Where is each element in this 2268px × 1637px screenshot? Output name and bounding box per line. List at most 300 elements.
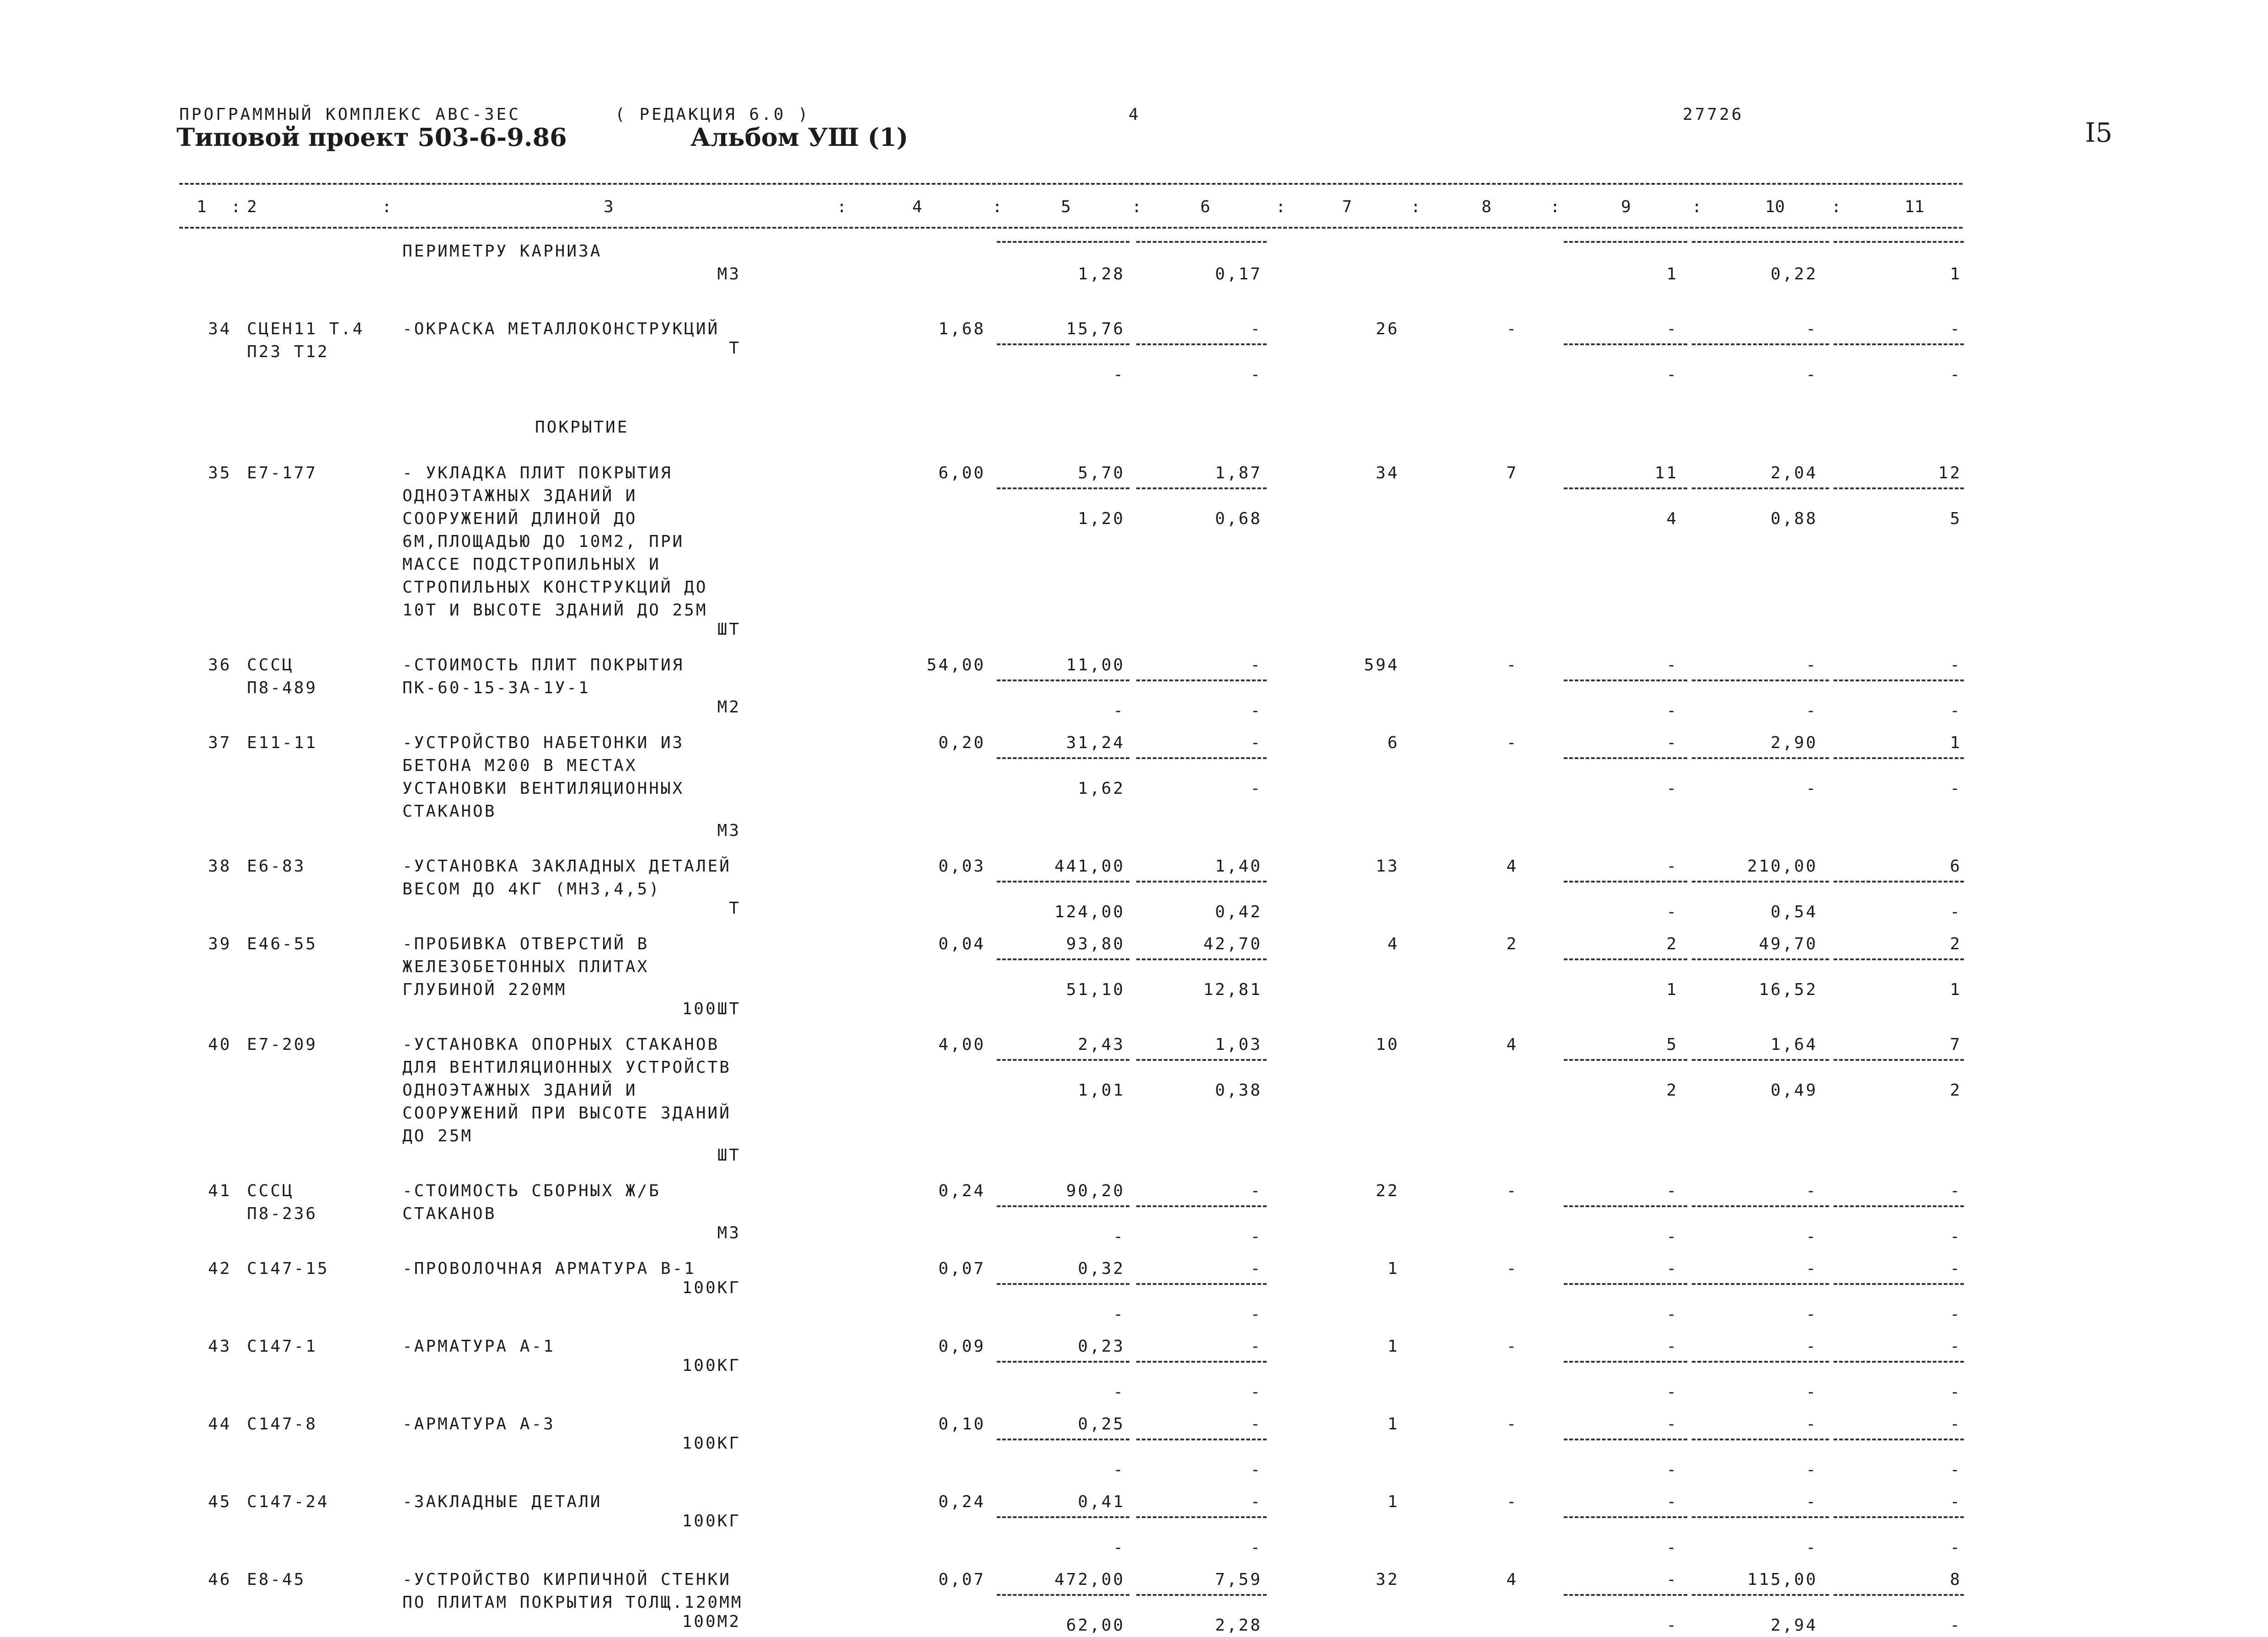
work-description: ЖЕЛЕЗОБЕТОННЫХ ПЛИТАХ — [402, 958, 649, 976]
subtotal-divider — [1564, 343, 1687, 345]
subtotal-divider — [1692, 1361, 1829, 1363]
subtotal-divider — [1692, 487, 1829, 489]
work-description: ДЛЯ ВЕНТИЛЯЦИОННЫХ УСТРОЙСТВ — [402, 1058, 731, 1077]
cell-c10: 2,04 — [1771, 464, 1818, 482]
subtotal-divider — [997, 1205, 1129, 1207]
subtotal-divider — [1564, 241, 1687, 243]
cell-c10: - — [1806, 1182, 1818, 1200]
subtotal-divider — [1834, 757, 1964, 759]
subtotal-c11: 1 — [1950, 980, 1962, 999]
quantity: 1,68 — [938, 320, 985, 338]
subtotal-c5: 51,10 — [1066, 980, 1125, 999]
cell-c10: 2,90 — [1771, 733, 1818, 752]
subtotal-divider — [1136, 958, 1267, 960]
column-header: 7 — [1342, 198, 1352, 216]
column-separator: : — [992, 198, 1002, 216]
top-rule — [179, 183, 1963, 185]
cell-c5: 31,24 — [1066, 733, 1125, 752]
subtotal-divider — [1692, 343, 1829, 345]
work-description: ПЕРИМЕТРУ КАРНИЗА — [402, 242, 602, 261]
album-title: Альбом УШ (1) — [690, 123, 909, 152]
cell-c11: 1 — [1950, 733, 1962, 752]
work-description: ГЛУБИНОЙ 220ММ — [402, 980, 567, 999]
cell-c7: 32 — [1375, 1570, 1399, 1589]
rate-code: Е6-83 — [247, 857, 306, 876]
measure-unit: ШТ — [717, 1146, 741, 1165]
subtotal-divider — [1692, 679, 1829, 681]
cell-c10: 1,64 — [1771, 1035, 1818, 1054]
work-description: - УКЛАДКА ПЛИТ ПОКРЫТИЯ — [402, 464, 673, 482]
subtotal-c10: 0,54 — [1771, 903, 1818, 921]
cell-c6: - — [1250, 320, 1262, 338]
subtotal-c6: 0,42 — [1215, 903, 1262, 921]
measure-unit: ШТ — [717, 620, 741, 639]
subtotal-divider — [1564, 958, 1687, 960]
subtotal-divider — [1564, 679, 1687, 681]
subtotal-c9: - — [1666, 1305, 1678, 1324]
measure-unit: 100КГ — [682, 1434, 741, 1453]
measure-unit: М3 — [717, 265, 741, 284]
subtotal-c11: - — [1950, 1616, 1962, 1635]
cell-c5: 0,25 — [1078, 1415, 1125, 1434]
cell-c8: - — [1506, 1337, 1518, 1356]
column-header: 3 — [604, 198, 614, 216]
quantity: 0,03 — [938, 857, 985, 876]
cell-c9: - — [1666, 1182, 1678, 1200]
subtotal-divider — [1834, 958, 1964, 960]
subtotal-c11: - — [1950, 701, 1962, 720]
subtotal-c10: - — [1806, 701, 1818, 720]
column-header: 2 — [247, 198, 257, 216]
cell-c6: 1,40 — [1215, 857, 1262, 876]
cell-c7: 594 — [1364, 656, 1399, 674]
document-code: 27726 — [1683, 105, 1744, 124]
subtotal-c5: 1,20 — [1078, 509, 1125, 528]
quantity: 0,10 — [938, 1415, 985, 1434]
column-separator: : — [1276, 198, 1286, 216]
subtotal-c10: 0,49 — [1771, 1081, 1818, 1100]
cell-c8: - — [1506, 656, 1518, 674]
subtotal-divider — [1834, 1059, 1964, 1061]
header-rule — [179, 227, 1963, 229]
cell-c11: 8 — [1950, 1570, 1962, 1589]
row-number: 45 — [208, 1493, 232, 1511]
cell-c5: 0,23 — [1078, 1337, 1125, 1356]
subtotal-c6: - — [1250, 779, 1262, 798]
subtotal-c6: - — [1250, 365, 1262, 384]
rate-code: С147-8 — [247, 1415, 318, 1434]
quantity: 6,00 — [938, 464, 985, 482]
subtotal-divider — [1564, 1594, 1687, 1596]
edition: ( РЕДАКЦИЯ 6.0 ) — [615, 105, 810, 124]
quantity: 0,09 — [938, 1337, 985, 1356]
subtotal-c6: - — [1250, 1227, 1262, 1246]
quantity: 0,24 — [938, 1493, 985, 1511]
column-header: 5 — [1061, 198, 1071, 216]
column-header: 4 — [912, 198, 922, 216]
subtotal-c10: - — [1806, 1538, 1818, 1557]
cell-c10: - — [1806, 1337, 1818, 1356]
cell-c10: 49,70 — [1759, 935, 1818, 953]
cell-c11: 12 — [1938, 464, 1962, 482]
cell-c9: - — [1666, 857, 1678, 876]
column-separator: : — [1550, 198, 1560, 216]
subtotal-c5: - — [1113, 1305, 1125, 1324]
quantity: 0,04 — [938, 935, 985, 953]
cell-c6: 42,70 — [1203, 935, 1262, 953]
work-description: ОДНОЭТАЖНЫХ ЗДАНИЙ И — [402, 487, 637, 505]
quantity: 4,00 — [938, 1035, 985, 1054]
work-description: -УСТРОЙСТВО КИРПИЧНОЙ СТЕНКИ — [402, 1570, 731, 1589]
cell-c7: 22 — [1375, 1182, 1399, 1200]
column-header: 8 — [1482, 198, 1492, 216]
cell-c11: - — [1950, 656, 1962, 674]
cell-c10: - — [1806, 1415, 1818, 1434]
section-title: ПОКРЫТИЕ — [535, 418, 629, 437]
subtotal-divider — [997, 1594, 1129, 1596]
cell-c6: - — [1250, 1337, 1262, 1356]
sheet-number: I5 — [2085, 117, 2113, 148]
subtotal-divider — [1136, 1205, 1267, 1207]
cell-c7: 1 — [1387, 1259, 1399, 1278]
measure-unit: Т — [729, 339, 741, 358]
column-header: 1 — [197, 198, 207, 216]
work-description: -АРМАТУРА А-1 — [402, 1337, 555, 1356]
column-separator: : — [1132, 198, 1142, 216]
subtotal-c11: - — [1950, 903, 1962, 921]
row-number: 34 — [208, 320, 232, 338]
subtotal-c9: - — [1666, 701, 1678, 720]
subtotal-c5: 62,00 — [1066, 1616, 1125, 1635]
subtotal-c6: - — [1250, 1305, 1262, 1324]
cell-c11: - — [1950, 1493, 1962, 1511]
subtotal-c11: - — [1950, 779, 1962, 798]
cell-c10: 0,22 — [1771, 265, 1818, 284]
measure-unit: 100КГ — [682, 1512, 741, 1530]
cell-c11: - — [1950, 1182, 1962, 1200]
subtotal-c9: 1 — [1666, 980, 1678, 999]
subtotal-divider — [1564, 881, 1687, 883]
cell-c8: - — [1506, 1259, 1518, 1278]
column-separator: : — [1411, 198, 1421, 216]
work-description: -УСТАНОВКА ЗАКЛАДНЫХ ДЕТАЛЕЙ — [402, 857, 731, 876]
subtotal-c11: - — [1950, 1305, 1962, 1324]
subtotal-c10: - — [1806, 1305, 1818, 1324]
measure-unit: 100КГ — [682, 1279, 741, 1297]
subtotal-divider — [1564, 1283, 1687, 1285]
row-number: 37 — [208, 733, 232, 752]
cell-c6: - — [1250, 1415, 1262, 1434]
subtotal-divider — [1136, 343, 1267, 345]
subtotal-c10: - — [1806, 1383, 1818, 1402]
column-separator: : — [837, 198, 847, 216]
rate-code: СССЦ — [247, 656, 294, 674]
cell-c6: - — [1250, 1259, 1262, 1278]
subtotal-c9: 2 — [1666, 1081, 1678, 1100]
subtotal-divider — [1692, 1516, 1829, 1518]
cell-c9: - — [1666, 320, 1678, 338]
subtotal-divider — [1136, 881, 1267, 883]
subtotal-c10: - — [1806, 1460, 1818, 1479]
subtotal-divider — [1834, 1516, 1964, 1518]
cell-c9: - — [1666, 1570, 1678, 1589]
cell-c9: - — [1666, 1259, 1678, 1278]
column-separator: : — [382, 198, 392, 216]
measure-unit: М2 — [717, 698, 741, 717]
cell-c8: - — [1506, 1415, 1518, 1434]
subtotal-c6: - — [1250, 701, 1262, 720]
subtotal-c10: 16,52 — [1759, 980, 1818, 999]
work-description: ДО 25М — [402, 1127, 473, 1145]
measure-unit: М3 — [717, 1224, 741, 1242]
subtotal-divider — [997, 1516, 1129, 1518]
cell-c9: 2 — [1666, 935, 1678, 953]
measure-unit: 100М2 — [682, 1612, 741, 1631]
work-description: -ПРОБИВКА ОТВЕРСТИЙ В — [402, 935, 649, 953]
subtotal-divider — [997, 757, 1129, 759]
subtotal-c10: - — [1806, 1227, 1818, 1246]
cell-c8: 7 — [1506, 464, 1518, 482]
subtotal-divider — [1692, 1205, 1829, 1207]
subtotal-divider — [1834, 487, 1964, 489]
subtotal-c5: - — [1113, 1538, 1125, 1557]
cell-c11: 1 — [1950, 265, 1962, 284]
subtotal-divider — [1136, 679, 1267, 681]
cell-c9: - — [1666, 1493, 1678, 1511]
cell-c7: 34 — [1375, 464, 1399, 482]
cell-c10: - — [1806, 320, 1818, 338]
column-separator: : — [1692, 198, 1702, 216]
cell-c6: - — [1250, 1493, 1262, 1511]
subtotal-c9: - — [1666, 903, 1678, 921]
work-description: ОДНОЭТАЖНЫХ ЗДАНИЙ И — [402, 1081, 637, 1100]
subtotal-divider — [1564, 1205, 1687, 1207]
subtotal-divider — [997, 679, 1129, 681]
cell-c8: - — [1506, 1182, 1518, 1200]
work-description: -УСТРОЙСТВО НАБЕТОНКИ ИЗ — [402, 733, 685, 752]
subtotal-c11: - — [1950, 1538, 1962, 1557]
subtotal-divider — [1564, 1516, 1687, 1518]
subtotal-divider — [1834, 679, 1964, 681]
subtotal-divider — [1564, 487, 1687, 489]
cell-c5: 0,41 — [1078, 1493, 1125, 1511]
rate-code: Е8-45 — [247, 1570, 306, 1589]
subtotal-divider — [1564, 1361, 1687, 1363]
cell-c7: 10 — [1375, 1035, 1399, 1054]
work-description: -ЗАКЛАДНЫЕ ДЕТАЛИ — [402, 1493, 602, 1511]
cell-c8: - — [1506, 733, 1518, 752]
row-number: 40 — [208, 1035, 232, 1054]
subtotal-divider — [1564, 1059, 1687, 1061]
row-number: 42 — [208, 1259, 232, 1278]
work-description: -СТОИМОСТЬ ПЛИТ ПОКРЫТИЯ — [402, 656, 685, 674]
quantity: 54,00 — [926, 656, 985, 674]
rate-code: П8-489 — [247, 679, 318, 697]
quantity: 0,24 — [938, 1182, 985, 1200]
subtotal-c6: 0,68 — [1215, 509, 1262, 528]
subtotal-c10: - — [1806, 365, 1818, 384]
subtotal-divider — [1692, 881, 1829, 883]
cell-c6: - — [1250, 656, 1262, 674]
cell-c7: 26 — [1375, 320, 1399, 338]
subtotal-divider — [997, 1361, 1129, 1363]
subtotal-c5: - — [1113, 1383, 1125, 1402]
subtotal-divider — [1834, 1361, 1964, 1363]
rate-code: П8-236 — [247, 1204, 318, 1223]
cell-c5: 15,76 — [1066, 320, 1125, 338]
subtotal-divider — [1692, 1594, 1829, 1596]
rate-code: С147-24 — [247, 1493, 329, 1511]
subtotal-c9: - — [1666, 1538, 1678, 1557]
work-description: СООРУЖЕНИЙ ДЛИНОЙ ДО — [402, 509, 637, 528]
measure-unit: 100ШТ — [682, 1000, 741, 1018]
work-description: СТАКАНОВ — [402, 1204, 497, 1223]
cell-c8: 4 — [1506, 1570, 1518, 1589]
subtotal-divider — [997, 1439, 1129, 1440]
subtotal-c10: 2,94 — [1771, 1616, 1818, 1635]
cell-c11: - — [1950, 1337, 1962, 1356]
work-description: ПО ПЛИТАМ ПОКРЫТИЯ ТОЛЩ.120ММ — [402, 1593, 743, 1612]
rate-code: СССЦ — [247, 1182, 294, 1200]
work-description: 6М,ПЛОЩАДЬЮ ДО 10М2, ПРИ — [402, 532, 685, 551]
work-description: -СТОИМОСТЬ СБОРНЫХ Ж/Б — [402, 1182, 661, 1200]
rate-code: Е11-11 — [247, 733, 318, 752]
subtotal-c9: - — [1666, 779, 1678, 798]
cell-c5: 11,00 — [1066, 656, 1125, 674]
subtotal-c11: 5 — [1950, 509, 1962, 528]
column-header: 9 — [1621, 198, 1631, 216]
cell-c6: 1,03 — [1215, 1035, 1262, 1054]
subtotal-c11: - — [1950, 1227, 1962, 1246]
work-description: СТАКАНОВ — [402, 802, 497, 821]
cell-c7: 4 — [1387, 935, 1399, 953]
row-number: 44 — [208, 1415, 232, 1434]
subtotal-c5: - — [1113, 365, 1125, 384]
row-number: 36 — [208, 656, 232, 674]
subtotal-c9: - — [1666, 1227, 1678, 1246]
work-description: СТРОПИЛЬНЫХ КОНСТРУКЦИЙ ДО — [402, 578, 708, 597]
work-description: -ПРОВОЛОЧНАЯ АРМАТУРА В-1 — [402, 1259, 696, 1278]
subtotal-divider — [1834, 1439, 1964, 1440]
work-description: ПК-60-15-3А-1У-1 — [402, 679, 590, 697]
cell-c11: 6 — [1950, 857, 1962, 876]
cell-c11: - — [1950, 1259, 1962, 1278]
work-description: МАССЕ ПОДСТРОПИЛЬНЫХ И — [402, 555, 661, 574]
subtotal-c5: - — [1113, 701, 1125, 720]
cell-c7: 6 — [1387, 733, 1399, 752]
subtotal-divider — [1834, 1283, 1964, 1285]
cell-c8: - — [1506, 1493, 1518, 1511]
subtotal-divider — [997, 343, 1129, 345]
subtotal-c9: 4 — [1666, 509, 1678, 528]
column-separator: : — [231, 198, 241, 216]
subtotal-c9: - — [1666, 1616, 1678, 1635]
work-description: ВЕСОМ ДО 4КГ (МН3,4,5) — [402, 880, 661, 899]
cell-c7: 1 — [1387, 1493, 1399, 1511]
cell-c6: 1,87 — [1215, 464, 1262, 482]
subtotal-c5: 1,01 — [1078, 1081, 1125, 1100]
subtotal-divider — [1834, 241, 1964, 243]
work-description: УСТАНОВКИ ВЕНТИЛЯЦИОННЫХ — [402, 779, 685, 798]
subtotal-divider — [1834, 1205, 1964, 1207]
cell-c9: - — [1666, 733, 1678, 752]
cell-c9: - — [1666, 1337, 1678, 1356]
subtotal-divider — [1692, 1439, 1829, 1440]
cell-c6: - — [1250, 1182, 1262, 1200]
subtotal-c9: - — [1666, 365, 1678, 384]
measure-unit: Т — [729, 899, 741, 918]
cell-c5: 0,32 — [1078, 1259, 1125, 1278]
subtotal-c9: - — [1666, 1460, 1678, 1479]
cell-c7: 1 — [1387, 1337, 1399, 1356]
cell-c11: 7 — [1950, 1035, 1962, 1054]
subtotal-divider — [1136, 1361, 1267, 1363]
row-number: 46 — [208, 1570, 232, 1589]
subtotal-c6: - — [1250, 1383, 1262, 1402]
cell-c11: - — [1950, 1415, 1962, 1434]
subtotal-c6: 2,28 — [1215, 1616, 1262, 1635]
cell-c10: 115,00 — [1747, 1570, 1818, 1589]
subtotal-c6: 12,81 — [1203, 980, 1262, 999]
cell-c10: - — [1806, 1493, 1818, 1511]
cell-c6: 0,17 — [1215, 265, 1262, 284]
subtotal-c5: - — [1113, 1227, 1125, 1246]
cell-c5: 93,80 — [1066, 935, 1125, 953]
cell-c9: 11 — [1654, 464, 1678, 482]
work-description: 10Т И ВЫСОТЕ ЗДАНИЙ ДО 25М — [402, 601, 708, 620]
subtotal-divider — [1136, 1439, 1267, 1440]
subtotal-divider — [997, 881, 1129, 883]
row-number: 38 — [208, 857, 232, 876]
subtotal-c9: - — [1666, 1383, 1678, 1402]
subtotal-divider — [1136, 241, 1267, 243]
subtotal-c5: - — [1113, 1460, 1125, 1479]
cell-c5: 1,28 — [1078, 265, 1125, 284]
subtotal-c6: 0,38 — [1215, 1081, 1262, 1100]
cell-c7: 1 — [1387, 1415, 1399, 1434]
rate-code: С147-1 — [247, 1337, 318, 1356]
cell-c6: - — [1250, 733, 1262, 752]
subtotal-divider — [1834, 343, 1964, 345]
subtotal-divider — [1136, 1283, 1267, 1285]
cell-c10: 210,00 — [1747, 857, 1818, 876]
row-number: 41 — [208, 1182, 232, 1200]
column-header: 6 — [1200, 198, 1210, 216]
cell-c9: 1 — [1666, 265, 1678, 284]
subtotal-divider — [1692, 1059, 1829, 1061]
subtotal-divider — [1692, 241, 1829, 243]
cell-c5: 90,20 — [1066, 1182, 1125, 1200]
row-number: 43 — [208, 1337, 232, 1356]
project-title: Типовой проект 503-6-9.86 — [177, 123, 567, 152]
column-header: 11 — [1904, 198, 1925, 216]
cell-c8: 2 — [1506, 935, 1518, 953]
subtotal-c11: 2 — [1950, 1081, 1962, 1100]
measure-unit: М3 — [717, 821, 741, 840]
subtotal-divider — [1564, 757, 1687, 759]
quantity: 0,07 — [938, 1259, 985, 1278]
subtotal-divider — [1136, 1059, 1267, 1061]
cell-c5: 472,00 — [1054, 1570, 1125, 1589]
work-description: -ОКРАСКА МЕТАЛЛОКОНСТРУКЦИЙ — [402, 320, 720, 338]
subtotal-divider — [997, 958, 1129, 960]
subtotal-c11: - — [1950, 1383, 1962, 1402]
subtotal-divider — [1136, 1594, 1267, 1596]
subtotal-divider — [1136, 487, 1267, 489]
column-separator: : — [1831, 198, 1841, 216]
subtotal-c6: - — [1250, 1538, 1262, 1557]
subtotal-c6: - — [1250, 1460, 1262, 1479]
